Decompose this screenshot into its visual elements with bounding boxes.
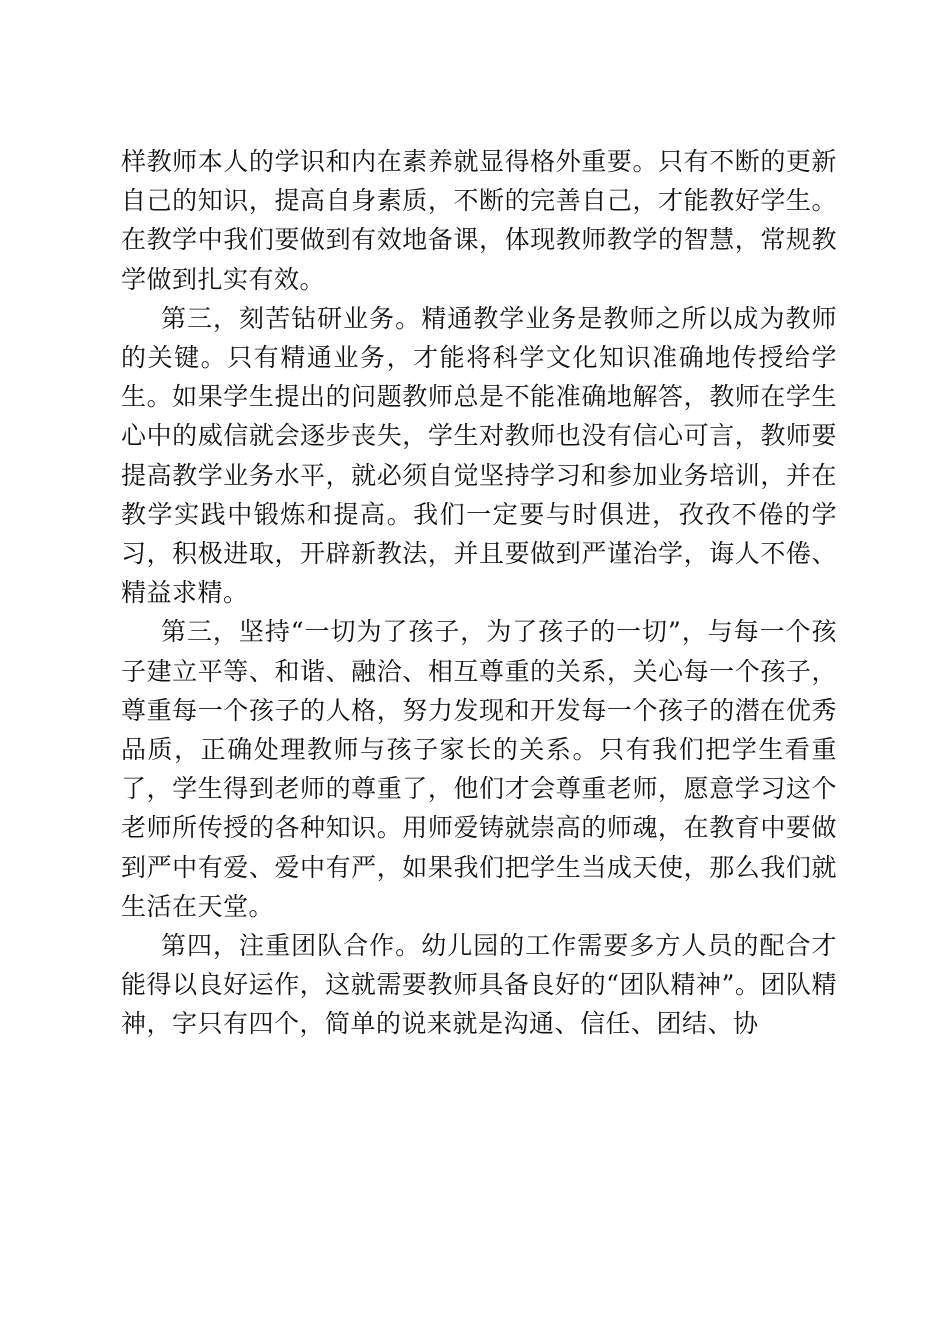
paragraph-for-children: 第三，坚持“一切为了孩子，为了孩子的一切”，与每一个孩子建立平等、和谐、融洽、相互尊重的关系，关心每一个孩子，尊重每一个孩子的人格，努力发现和开发每一个孩子的潜在优秀品质，正确处理教师与孩子家长的关系。只有我们把学生看重了，学生得到老师的尊重了，他们才会尊重老师，愿意学习这个老师所传授的各种知识。用师爱铸就崇高的师魂，在教育中要做到严中有爱、爱中有严，如果我们把学生当成天使，那么我们就生活在天堂。	[121, 617, 837, 921]
paragraph-teamwork: 第四，注重团队合作。幼儿园的工作需要多方人员的配合才能得以良好运作，这就需要教师具备良好的“团队精神”。团队精神，字只有四个，简单的说来就是沟通、信任、团结、协	[121, 931, 837, 1039]
paragraph-study-business: 第三，刻苦钻研业务。精通教学业务是教师之所以成为教师的关键。只有精通业务，才能将科学文化知识准确地传授给学生。如果学生提出的问题教师总是不能准确地解答，教师在学生心中的威信就会逐步丧失，学生对教师也没有信心可言，教师要提高教学业务水平，就必须自觉坚持学习和参加业务培训，并在教学实践中锻炼和提高。我们一定要与时俱进，孜孜不倦的学习，积极进取，开辟新教法，并且要做到严谨治学，诲人不倦、精益求精。	[121, 303, 837, 608]
paragraph-continuation: 样教师本人的学识和内在素养就显得格外重要。只有不断的更新自己的知识，提高自身素质，不断的完善自己，才能教好学生。在教学中我们要做到有效地备课，体现教师教学的智慧，常规教学做到扎实有效。	[121, 147, 837, 294]
document-body	[121, 142, 837, 1044]
